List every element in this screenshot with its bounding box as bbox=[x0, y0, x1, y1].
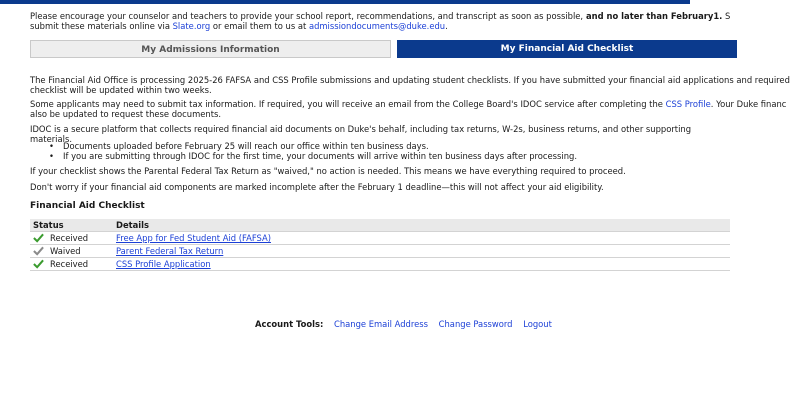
check-icon bbox=[33, 246, 44, 256]
table-header bbox=[30, 219, 730, 232]
top-bar bbox=[0, 0, 690, 4]
deadline-note: Don't worry if your financial aid components are marked incomplete after the February 1 deadline—this will not affect your aid eligibility. bbox=[30, 182, 604, 192]
change-password-link[interactable]: Change Password bbox=[438, 319, 513, 329]
idoc-bullets bbox=[49, 141, 709, 161]
tax-info-note bbox=[30, 99, 787, 119]
account-tools bbox=[255, 319, 560, 329]
table-row bbox=[30, 245, 730, 258]
intro-line2-mid: or email them to us at bbox=[210, 21, 309, 31]
change-email-link[interactable]: Change Email Address bbox=[334, 319, 428, 329]
account-tools-label: Account Tools: bbox=[255, 319, 324, 329]
p2-line2: also be updated to request these documents. bbox=[30, 109, 221, 119]
bullet-item: • If you are submitting through IDOC for the first time, your documents will arrive within ten business days after processing. bbox=[49, 151, 709, 161]
p2-line1-tail: . Your Duke financ bbox=[710, 99, 787, 109]
css-profile-link[interactable]: CSS Profile bbox=[665, 99, 711, 109]
details-link-tax-return[interactable]: Parent Federal Tax Return bbox=[116, 246, 224, 256]
checklist-table bbox=[30, 219, 730, 271]
p2-line1: Some applicants may need to submit tax information. If required, you will receive an email from the College Board's IDOC service after completing the bbox=[30, 99, 666, 109]
p1-line2: checklist will be updated within two weeks. bbox=[30, 85, 212, 95]
admission-email-link[interactable]: admissiondocuments@duke.edu bbox=[308, 21, 446, 31]
check-icon bbox=[33, 233, 44, 243]
column-status: Status bbox=[33, 220, 64, 230]
idoc-note: IDOC is a secure platform that collects required financial aid documents on Duke's behalf, including tax returns, W-2s, business returns, and other supporting materials. bbox=[30, 124, 692, 144]
waived-note: If your checklist shows the Parental Federal Tax Return as "waived," no action is needed. This means we have everything required to proceed. bbox=[30, 166, 626, 176]
bullet-item: • Documents uploaded before February 25 will reach our office within ten business days. bbox=[49, 141, 709, 151]
intro-line2-end: . bbox=[445, 21, 448, 31]
status-text: Received bbox=[50, 259, 89, 269]
tab-bar bbox=[30, 40, 730, 58]
status-text: Received bbox=[50, 233, 89, 243]
details-link-css-profile[interactable]: CSS Profile Application bbox=[116, 259, 211, 269]
intro-deadline: and no later than February1. bbox=[583, 11, 723, 21]
intro-line1: Please encourage your counselor and teachers to provide your school report, recommendations, and transcript as soon as possible, bbox=[30, 11, 584, 21]
check-icon bbox=[33, 259, 44, 269]
tab-admissions-information[interactable]: My Admissions Information bbox=[30, 40, 391, 58]
status-text: Waived bbox=[50, 246, 81, 256]
p1-line1: The Financial Aid Office is processing 2025-26 FAFSA and CSS Profile submissions and updating student checklists. If you have submitted your financial aid applications and required bbox=[30, 75, 790, 85]
column-details: Details bbox=[116, 220, 150, 230]
intro-line1-tail: S bbox=[722, 11, 731, 21]
slate-link[interactable]: Slate.org bbox=[172, 21, 211, 31]
table-row bbox=[30, 258, 730, 271]
details-link-fafsa[interactable]: Free App for Fed Student Aid (FAFSA) bbox=[116, 233, 271, 243]
intro-text bbox=[30, 11, 730, 31]
checklist-title: Financial Aid Checklist bbox=[30, 201, 145, 211]
logout-link[interactable]: Logout bbox=[523, 319, 552, 329]
intro-line2: submit these materials online via bbox=[30, 21, 173, 31]
tab-financial-aid-checklist[interactable]: My Financial Aid Checklist bbox=[397, 40, 737, 58]
table-row bbox=[30, 232, 730, 245]
fafsa-processing-note bbox=[30, 75, 790, 95]
